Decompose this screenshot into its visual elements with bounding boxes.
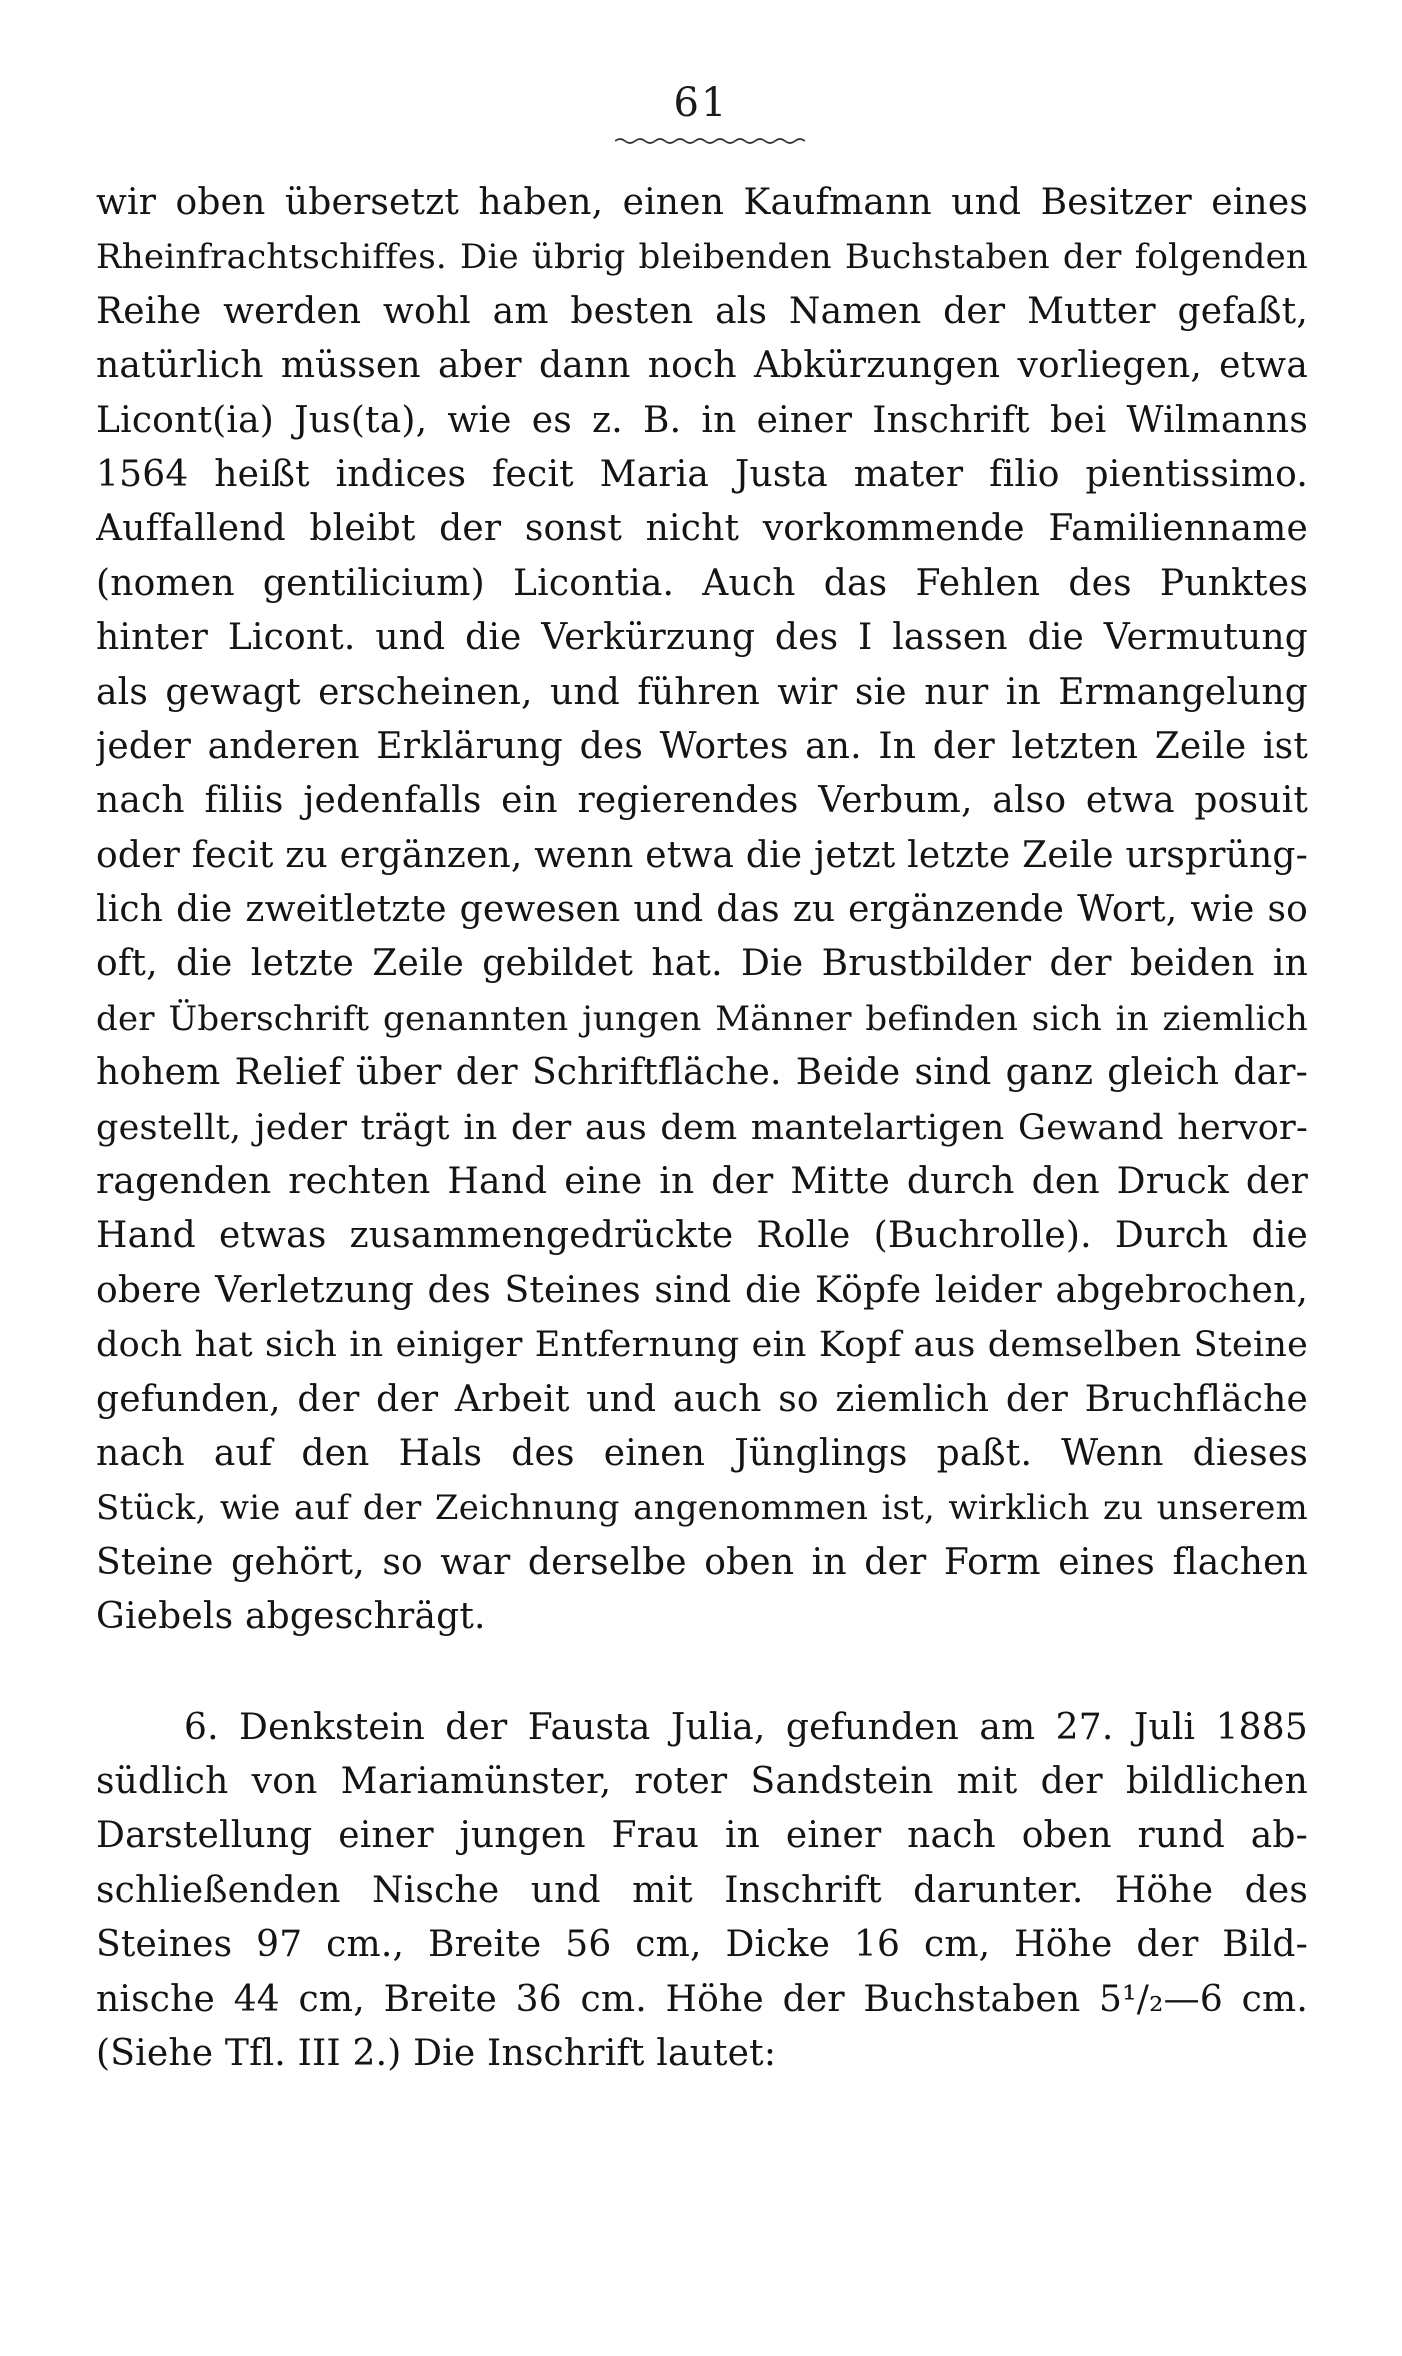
text-line: 1564 heißt indices fecit Maria Justa mater filio pientissimo. — [96, 453, 1308, 495]
text-line: Auffallend bleibt der sonst nicht vorkommende Familienname — [96, 508, 1308, 550]
text-line: oft, die letzte Zeile gebildet hat. Die Brustbilder der beiden in — [96, 943, 1308, 985]
text-line: ragenden rechten Hand eine in der Mitte durch den Druck der — [96, 1161, 1308, 1203]
text-line: Hand etwas zusammengedrückte Rolle (Buchrolle). Durch die — [96, 1215, 1308, 1257]
text-line: Steine gehört, so war derselbe oben in der Form eines flachen — [96, 1541, 1308, 1583]
wavy-rule-divider — [615, 136, 805, 146]
text-line: Steines 97 cm., Breite 56 cm, Dicke 16 cm, Höhe der Bild- — [96, 1924, 1308, 1966]
text-line: als gewagt erscheinen, und führen wir sie nur in Ermangelung — [96, 671, 1308, 713]
text-line: schließenden Nische und mit Inschrift darunter. Höhe des — [96, 1869, 1308, 1911]
text-line: oder fecit zu ergänzen, wenn etwa die jetzt letzte Zeile ursprüng- — [96, 834, 1308, 876]
text-line: nach auf den Hals des einen Jünglings paßt. Wenn dieses — [96, 1432, 1308, 1474]
paragraph-1 — [96, 176, 1308, 1645]
text-line: jeder anderen Erklärung des Wortes an. In der letzten Zeile ist — [96, 725, 1308, 767]
text-line: hinter Licont. und die Verkürzung des I lassen die Vermutung — [96, 617, 1308, 659]
text-line: der Überschrift genannten jungen Männer befinden sich in ziemlich — [96, 998, 1308, 1039]
text-line: nach filiis jedenfalls ein regierendes Verbum, also etwa posuit — [96, 780, 1308, 822]
text-line: Giebels abgeschrägt. — [96, 1596, 486, 1638]
text-line: wir oben übersetzt haben, einen Kaufmann und Besitzer eines — [96, 182, 1308, 223]
text-line: lich die zweitletzte gewesen und das zu ergänzende Wort, wie so — [96, 889, 1308, 931]
text-line: doch hat sich in einiger Entfernung ein Kopf aus demselben Steine — [96, 1325, 1308, 1366]
text-line: südlich von Mariamünster, roter Sandstein mit der bildlichen — [96, 1760, 1308, 1802]
text-line: gestellt, jeder trägt in der aus dem mantelartigen Gewand hervor- — [96, 1107, 1308, 1148]
text-line: gefunden, der der Arbeit und auch so ziemlich der Bruchfläche — [96, 1378, 1308, 1420]
text-line: Darstellung einer jungen Frau in einer nach oben rund ab- — [96, 1815, 1308, 1857]
text-line: Licont(ia) Jus(ta), wie es z. B. in einer Inschrift bei Wilmanns — [96, 399, 1308, 441]
text-line: (nomen gentilicium) Licontia. Auch das Fehlen des Punktes — [96, 562, 1308, 604]
page-number: 61 — [673, 80, 729, 126]
text-line: natürlich müssen aber dann noch Abkürzungen vorliegen, etwa — [96, 345, 1308, 387]
text-line: obere Verletzung des Steines sind die Köpfe leider abgebrochen, — [96, 1269, 1308, 1311]
text-line: Rheinfrachtschiffes. Die übrig bleibenden Buchstaben der folgenden — [96, 237, 1308, 278]
text-line: (Siehe Tfl. III 2.) Die Inschrift lautet: — [96, 2032, 777, 2074]
text-line: Reihe werden wohl am besten als Namen der Mutter gefaßt, — [96, 290, 1308, 332]
text-line: Stück, wie auf der Zeichnung angenommen ist, wirklich zu unserem — [96, 1488, 1308, 1529]
text-line: 6. Denkstein der Fausta Julia, gefunden am 27. Juli 1885 — [184, 1706, 1308, 1748]
text-line: hohem Relief über der Schriftfläche. Beide sind ganz gleich dar- — [96, 1052, 1308, 1094]
paragraph-2 — [96, 1701, 1308, 2082]
text-line: nische 44 cm, Breite 36 cm. Höhe der Buchstaben 5¹/₂—6 cm. — [96, 1978, 1308, 2020]
text-body — [96, 176, 1308, 2081]
paragraph-spacer — [96, 1645, 1308, 1701]
